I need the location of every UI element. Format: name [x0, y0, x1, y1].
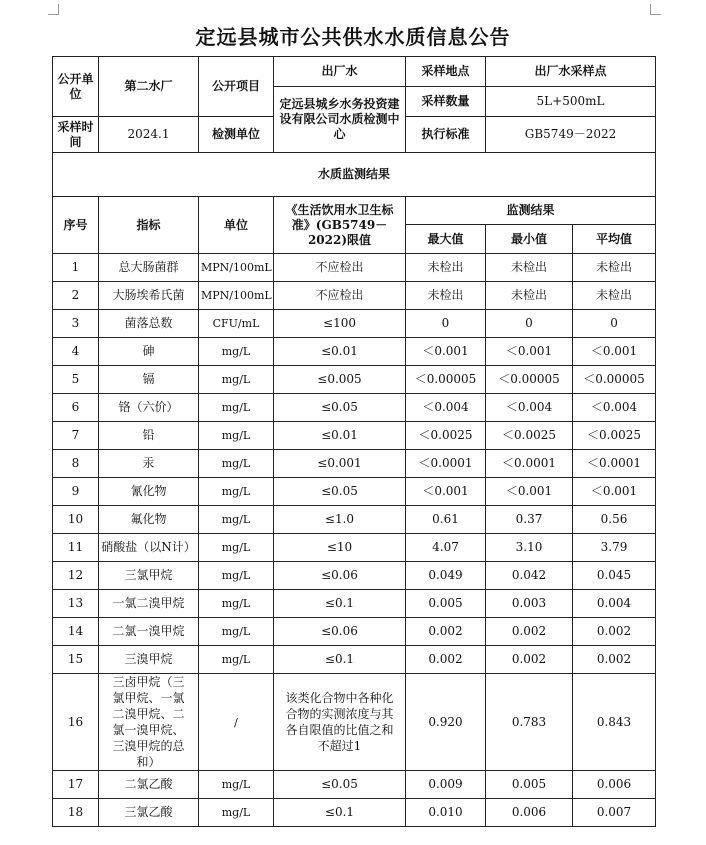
- row-avg: ＜0.004: [573, 394, 656, 422]
- water-quality-table: [52, 56, 656, 827]
- row-unit: mg/L: [199, 562, 274, 590]
- page-title: 定远县城市公共供水水质信息公告: [195, 25, 511, 49]
- row-indicator: 三氯甲烷: [99, 562, 199, 590]
- row-min: 0.002: [486, 646, 573, 674]
- row-no: 17: [53, 771, 99, 799]
- row-unit: MPN/100mL: [199, 282, 274, 310]
- row-avg: 未检出: [573, 282, 656, 310]
- row-min: 0.042: [486, 562, 573, 590]
- row-min: 0.783: [486, 674, 573, 771]
- qty-value: 5L+500mL: [486, 87, 656, 117]
- row-no: 13: [53, 590, 99, 618]
- table-row: [53, 646, 656, 674]
- table-row: [53, 282, 656, 310]
- row-max: 0.010: [406, 799, 486, 827]
- site-value: 出厂水采样点: [486, 57, 656, 87]
- table-row: [53, 590, 656, 618]
- row-min: ＜0.00005: [486, 366, 573, 394]
- col-limit: 《生活饮用水卫生标准》(GB5749－2022)限值: [274, 197, 406, 254]
- table-row: [53, 562, 656, 590]
- col-indicator: 指标: [99, 197, 199, 254]
- row-no: 7: [53, 422, 99, 450]
- row-avg: 0.004: [573, 590, 656, 618]
- row-no: 18: [53, 799, 99, 827]
- row-avg: 3.79: [573, 534, 656, 562]
- std-label: 执行标准: [406, 117, 486, 153]
- row-min: ＜0.0001: [486, 450, 573, 478]
- row-indicator: 大肠埃希氏菌: [99, 282, 199, 310]
- table-row: [53, 338, 656, 366]
- table-row: [53, 478, 656, 506]
- row-max: 0.049: [406, 562, 486, 590]
- row-limit: ≤0.005: [274, 366, 406, 394]
- row-indicator: 汞: [99, 450, 199, 478]
- row-limit: ≤0.01: [274, 338, 406, 366]
- col-results: 监测结果: [406, 197, 656, 225]
- row-min: 未检出: [486, 254, 573, 282]
- row-min: 3.10: [486, 534, 573, 562]
- row-limit: 不应检出: [274, 282, 406, 310]
- row-no: 16: [53, 674, 99, 771]
- row-min: ＜0.001: [486, 478, 573, 506]
- row-unit: mg/L: [199, 590, 274, 618]
- row-unit: mg/L: [199, 506, 274, 534]
- row-avg: 0: [573, 310, 656, 338]
- row-no: 10: [53, 506, 99, 534]
- row-limit: ≤0.1: [274, 590, 406, 618]
- row-limit: ≤0.05: [274, 478, 406, 506]
- row-max: 0.009: [406, 771, 486, 799]
- row-unit: mg/L: [199, 422, 274, 450]
- table-row: [53, 534, 656, 562]
- time-value: 2024.1: [99, 117, 199, 153]
- qty-label: 采样数量: [406, 87, 486, 117]
- row-limit: ≤1.0: [274, 506, 406, 534]
- row-max: ＜0.004: [406, 394, 486, 422]
- time-label: 采样时间: [53, 117, 99, 153]
- row-unit: mg/L: [199, 366, 274, 394]
- row-indicator: 氰化物: [99, 478, 199, 506]
- table-row: [53, 771, 656, 799]
- row-unit: mg/L: [199, 394, 274, 422]
- row-unit: /: [199, 674, 274, 771]
- row-no: 6: [53, 394, 99, 422]
- row-no: 3: [53, 310, 99, 338]
- row-max: 未检出: [406, 282, 486, 310]
- row-max: ＜0.0001: [406, 450, 486, 478]
- site-label: 采样地点: [406, 57, 486, 87]
- row-max: ＜0.001: [406, 338, 486, 366]
- row-unit: mg/L: [199, 618, 274, 646]
- row-unit: mg/L: [199, 646, 274, 674]
- row-min: 0.002: [486, 618, 573, 646]
- crop-mark-left: [48, 4, 59, 15]
- table-row: [53, 366, 656, 394]
- detect-label: 检测单位: [199, 117, 274, 153]
- row-max: 4.07: [406, 534, 486, 562]
- row-indicator: 二氯一溴甲烷: [99, 618, 199, 646]
- row-unit: mg/L: [199, 450, 274, 478]
- row-limit: ≤0.1: [274, 646, 406, 674]
- table-row: [53, 450, 656, 478]
- row-max: ＜0.00005: [406, 366, 486, 394]
- row-avg: ＜0.00005: [573, 366, 656, 394]
- row-indicator: 硝酸盐（以N计）: [99, 534, 199, 562]
- section-title: 水质监测结果: [53, 153, 656, 197]
- row-indicator: 三溴甲烷: [99, 646, 199, 674]
- row-indicator: 镉: [99, 366, 199, 394]
- row-unit: mg/L: [199, 771, 274, 799]
- crop-mark-right: [650, 4, 661, 15]
- row-max: 0.61: [406, 506, 486, 534]
- row-limit: ≤100: [274, 310, 406, 338]
- row-no: 2: [53, 282, 99, 310]
- table-row: [53, 394, 656, 422]
- table-row: [53, 254, 656, 282]
- row-avg: ＜0.001: [573, 338, 656, 366]
- row-no: 9: [53, 478, 99, 506]
- row-limit: ≤0.06: [274, 618, 406, 646]
- row-no: 11: [53, 534, 99, 562]
- row-limit: ≤0.001: [274, 450, 406, 478]
- row-avg: 未检出: [573, 254, 656, 282]
- row-unit: mg/L: [199, 799, 274, 827]
- row-avg: ＜0.0025: [573, 422, 656, 450]
- row-min: 0.37: [486, 506, 573, 534]
- row-avg: 0.007: [573, 799, 656, 827]
- row-limit: ≤0.01: [274, 422, 406, 450]
- row-min: 0.003: [486, 590, 573, 618]
- row-limit: ≤0.05: [274, 394, 406, 422]
- table-row: [53, 506, 656, 534]
- col-unit: 单位: [199, 197, 274, 254]
- row-max: 未检出: [406, 254, 486, 282]
- row-min: ＜0.0025: [486, 422, 573, 450]
- row-unit: mg/L: [199, 534, 274, 562]
- row-unit: CFU/mL: [199, 310, 274, 338]
- row-min: 0.006: [486, 799, 573, 827]
- row-limit: ≤0.06: [274, 562, 406, 590]
- row-limit: ≤0.05: [274, 771, 406, 799]
- row-unit: MPN/100mL: [199, 254, 274, 282]
- pub-unit-value: 第二水厂: [99, 57, 199, 117]
- row-max: 0.002: [406, 646, 486, 674]
- row-no: 12: [53, 562, 99, 590]
- row-limit: ≤0.1: [274, 799, 406, 827]
- row-no: 8: [53, 450, 99, 478]
- row-min: 未检出: [486, 282, 573, 310]
- row-avg: 0.002: [573, 646, 656, 674]
- row-max: ＜0.001: [406, 478, 486, 506]
- pub-item-value: 出厂水: [274, 57, 406, 87]
- row-indicator: 铅: [99, 422, 199, 450]
- row-indicator: 三卤甲烷（三氯甲烷、一氯二溴甲烷、二氯一溴甲烷、三溴甲烷的总和）: [99, 674, 199, 771]
- table-row: [53, 799, 656, 827]
- detect-org: 定远县城乡水务投资建设有限公司水质检测中心: [274, 87, 406, 153]
- row-min: ＜0.001: [486, 338, 573, 366]
- row-indicator: 一氯二溴甲烷: [99, 590, 199, 618]
- row-max: 0.920: [406, 674, 486, 771]
- row-limit: 该类化合物中各种化合物的实测浓度与其各自限值的比值之和不超过1: [274, 674, 406, 771]
- row-avg: 0.843: [573, 674, 656, 771]
- std-value: GB5749－2022: [486, 117, 656, 153]
- row-max: 0.005: [406, 590, 486, 618]
- row-indicator: 铬（六价）: [99, 394, 199, 422]
- row-no: 14: [53, 618, 99, 646]
- col-no: 序号: [53, 197, 99, 254]
- col-avg: 平均值: [573, 225, 656, 254]
- row-limit: ≤10: [274, 534, 406, 562]
- pub-unit-label: 公开单位: [53, 57, 99, 117]
- table-row: [53, 310, 656, 338]
- col-min: 最小值: [486, 225, 573, 254]
- row-limit: 不应检出: [274, 254, 406, 282]
- row-avg: ＜0.0001: [573, 450, 656, 478]
- row-no: 4: [53, 338, 99, 366]
- row-max: 0.002: [406, 618, 486, 646]
- row-min: 0: [486, 310, 573, 338]
- row-indicator: 砷: [99, 338, 199, 366]
- table-row: [53, 422, 656, 450]
- row-avg: 0.002: [573, 618, 656, 646]
- table-row: [53, 674, 656, 771]
- row-indicator: 菌落总数: [99, 310, 199, 338]
- row-max: 0: [406, 310, 486, 338]
- table-row: [53, 618, 656, 646]
- row-max: ＜0.0025: [406, 422, 486, 450]
- row-unit: mg/L: [199, 478, 274, 506]
- row-avg: 0.006: [573, 771, 656, 799]
- row-no: 5: [53, 366, 99, 394]
- row-indicator: 二氯乙酸: [99, 771, 199, 799]
- row-indicator: 氟化物: [99, 506, 199, 534]
- pub-item-label: 公开项目: [199, 57, 274, 117]
- row-no: 15: [53, 646, 99, 674]
- row-no: 1: [53, 254, 99, 282]
- row-indicator: 总大肠菌群: [99, 254, 199, 282]
- col-max: 最大值: [406, 225, 486, 254]
- row-indicator: 三氯乙酸: [99, 799, 199, 827]
- row-avg: 0.56: [573, 506, 656, 534]
- row-min: ＜0.004: [486, 394, 573, 422]
- row-avg: ＜0.001: [573, 478, 656, 506]
- row-unit: mg/L: [199, 338, 274, 366]
- row-min: 0.005: [486, 771, 573, 799]
- row-avg: 0.045: [573, 562, 656, 590]
